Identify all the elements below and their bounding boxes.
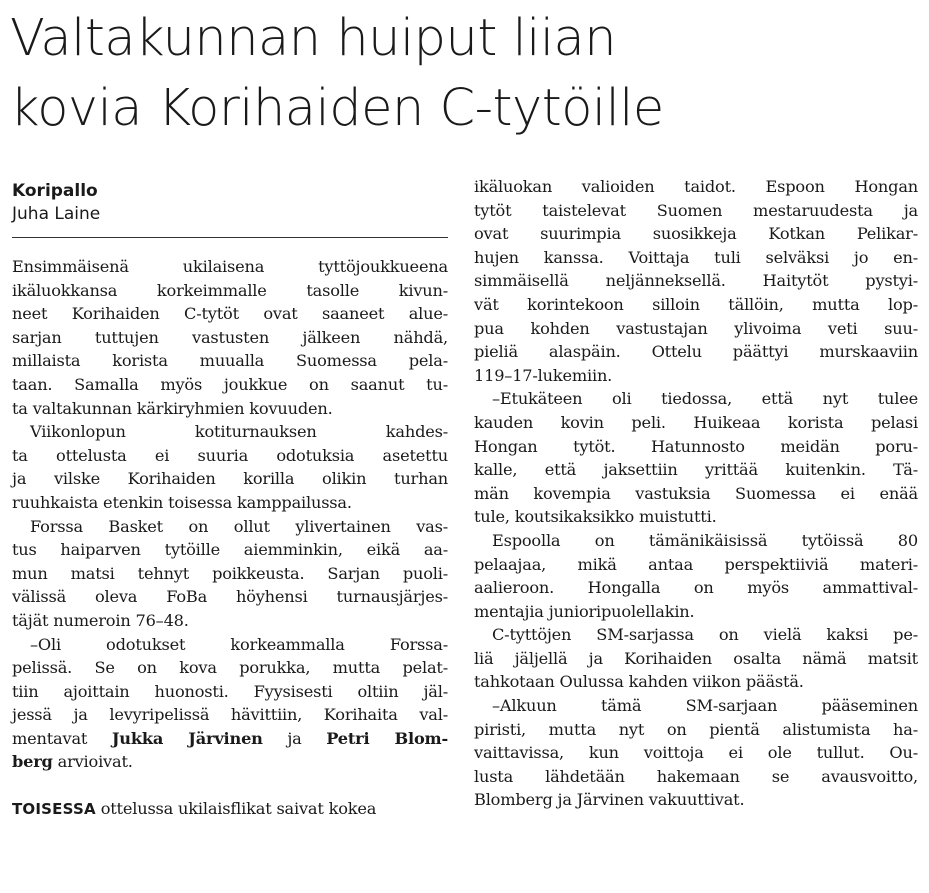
body-line: simmäisellä neljänneksellä. Haitytöt pystyi- <box>474 271 918 291</box>
body-line: taan. Samalla myös joukkue on saanut tu- <box>12 374 448 394</box>
body-line: kauden kovin peli. Huikeaa korista pelasi <box>474 412 918 432</box>
body-text: arvioivat. <box>52 752 133 772</box>
body-line: ta valtakunnan kärkiryhmien kovuuden. <box>12 398 333 418</box>
body-line: lusta lähdetään hakemaan se avausvoitto, <box>474 766 918 786</box>
headline-line-2: kovia Korihaiden C-tytöille <box>10 79 664 138</box>
body-line: piristi, mutta nyt on pientä alistumista ha- <box>474 719 918 739</box>
body-line: sarjan tuttujen vastusten jälkeen nähdä, <box>12 327 448 347</box>
author-name: Juha Laine <box>12 204 101 224</box>
body-line: Blomberg ja Järvinen vakuuttivat. <box>474 790 745 810</box>
body-line: ikäluokkansa korkeimmalle tasolle kivun- <box>12 280 448 300</box>
body-line: liä jäljellä ja Korihaiden osalta nämä matsit <box>474 648 918 668</box>
body-line: Ensimmäisenä ukilaisena tyttöjoukkueena <box>12 257 448 276</box>
body-line: C-tyttöjen SM-sarjassa on vielä kaksi pe- <box>492 625 918 645</box>
body-line: kalle, että jaksettiin yrittää kuitenkin. Tä- <box>474 460 918 480</box>
body-line: pelissä. Se on kova porukka, mutta pelat- <box>12 658 448 678</box>
body-line: jessä ja levyripelissä hävittiin, Korihaita val- <box>12 705 448 725</box>
body-line: –Oli odotukset korkeammalla Forssa- <box>30 634 448 654</box>
article-column-left <box>12 255 448 822</box>
body-text: ottelussa ukilaisflikat saivat kokea <box>95 799 377 819</box>
body-line: Espoolla on tämänikäisissä tytöissä 80 <box>492 530 918 550</box>
body-line: neet Korihaiden C-tytöt ovat saaneet alue- <box>12 304 448 324</box>
body-line: pelaajaa, mikä antaa perspektiiviä materi- <box>474 554 918 574</box>
body-line <box>12 750 448 774</box>
body-line: män kovempia vastuksia Suomessa ei enää <box>474 483 918 503</box>
section-label: Koripallo <box>12 181 98 201</box>
coach-name-continued: berg <box>12 752 53 772</box>
body-line: –Alkuun tämä SM-sarjaan pääseminen <box>492 696 918 716</box>
body-line: tahkotaan Oulussa kahden viikon päästä. <box>474 672 804 692</box>
headline-line-1: Valtakunnan huiput liian <box>10 9 617 68</box>
body-line: aalieroon. Hongalla on myös ammattival- <box>474 578 918 598</box>
body-line: ovat suurimpia suosikkeja Kotkan Pelikar- <box>474 224 918 244</box>
body-line: –Etukäteen oli tiedossa, että nyt tulee <box>492 389 918 409</box>
body-line: vaittavissa, kun voittoja ei ole tullut. Ou- <box>474 743 918 763</box>
body-line: ja vilske Korihaiden korilla olikin turhan <box>12 469 448 489</box>
byline <box>12 180 450 226</box>
body-line: millaista korista muualla Suomessa pela- <box>12 351 448 371</box>
body-line: ta ottelusta ei suuria odotuksia asetettu <box>12 445 448 465</box>
body-line <box>12 727 448 751</box>
body-line: tule, koutsikaksikko muistutti. <box>474 507 717 527</box>
body-line: mun matsi tehnyt poikkeusta. Sarjan puoli- <box>12 563 448 583</box>
body-line: tytöt taistelevat Suomen mestaruudesta ja <box>474 200 918 220</box>
body-line: tus haiparven tytöille aiemminkin, eikä aa- <box>12 540 448 560</box>
body-line: ruuhkaista etenkin toisessa kamppailussa. <box>12 492 352 512</box>
body-line: mentajia junioripuolellakin. <box>474 601 695 621</box>
byline-divider <box>12 237 448 238</box>
body-line <box>12 797 448 822</box>
body-line: vät korintekoon silloin tällöin, mutta lop- <box>474 294 918 314</box>
body-text: ja <box>262 728 327 748</box>
body-line: Viikonlopun kotiturnauksen kahdes- <box>30 422 448 442</box>
body-line: täjät numeroin 76–48. <box>12 610 189 630</box>
body-line: ikäluokan valioiden taidot. Espoon Hongan <box>474 177 918 196</box>
body-text: mentavat <box>12 728 112 748</box>
body-line: pua kohden vastustajan ylivoima veti suu- <box>474 318 918 338</box>
body-line: tiin ajoittain huonosti. Fyysisesti oltiin jäl- <box>12 681 448 701</box>
coach-name: Jukka Järvinen <box>111 728 263 748</box>
article-column-right <box>474 175 918 812</box>
body-line: pieliä alaspäin. Ottelu päättyi murskaaviin <box>474 342 918 362</box>
article-headline <box>10 4 915 144</box>
body-line: 119–17-lukemiin. <box>474 365 613 385</box>
body-line: Forssa Basket on ollut ylivertainen vas- <box>30 516 448 536</box>
body-line: välissä oleva FoBa höyhensi turnausjärjes- <box>12 587 448 607</box>
body-line: hujen kanssa. Voittaja tuli selväksi jo en- <box>474 247 918 267</box>
body-line: Hongan tytöt. Hatunnosto meidän poru- <box>474 436 918 456</box>
coach-name: Petri Blom- <box>326 728 448 748</box>
paragraph-lead-in: TOISESSA <box>12 800 96 819</box>
